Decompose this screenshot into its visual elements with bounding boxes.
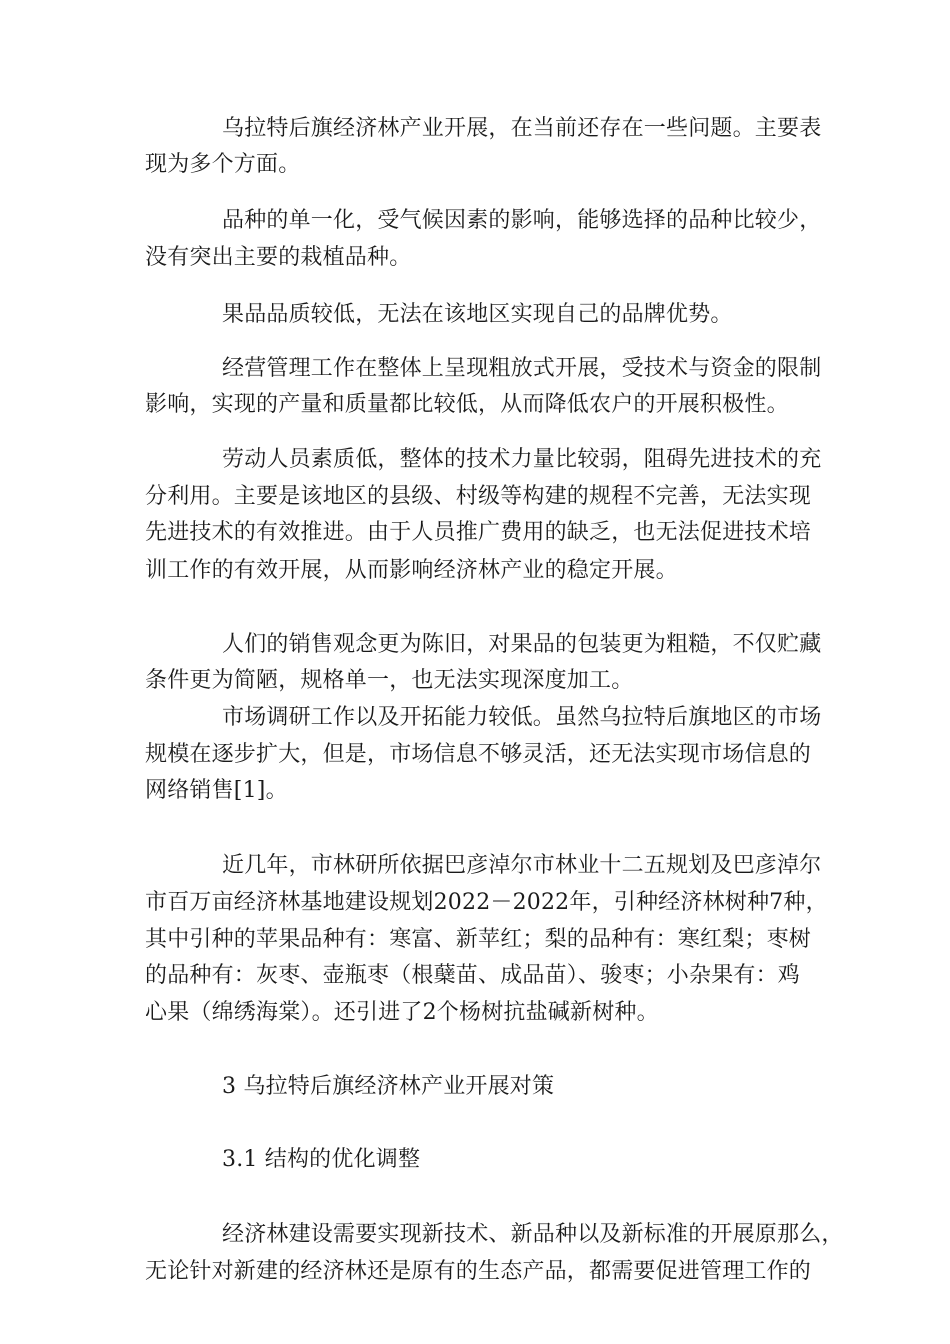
paragraph-line: 市百万亩经济林基地建设规划2022－2022年，引种经济林树种7种， [145, 890, 828, 915]
subsection-heading: 3.1 结构的优化调整 [222, 1147, 421, 1172]
paragraph-line: 心果（绵绣海棠）。还引进了2个杨树抗盐碱新树种。 [145, 1000, 659, 1025]
paragraph-line: 近几年，市林研所依据巴彦淖尔市林业十二五规划及巴彦淖尔 [222, 853, 822, 878]
paragraph-line: 品种的单一化，受气候因素的影响，能够选择的品种比较少， [222, 208, 822, 233]
paragraph-line: 其中引种的苹果品种有：寒富、新苹红；梨的品种有：寒红梨；枣树 [145, 927, 812, 952]
paragraph-line: 网络销售[1]。 [145, 778, 288, 803]
paragraph-line: 乌拉特后旗经济林产业开展，在当前还存在一些问题。主要表 [222, 116, 822, 141]
paragraph-line: 市场调研工作以及开拓能力较低。虽然乌拉特后旗地区的市场 [222, 705, 822, 730]
paragraph-line: 分利用。主要是该地区的县级、村级等构建的规程不完善，无法实现 [145, 484, 812, 509]
paragraph-line: 条件更为简陋，规格单一，也无法实现深度加工。 [145, 668, 634, 693]
section-heading: 3 乌拉特后旗经济林产业开展对策 [222, 1074, 555, 1099]
paragraph-line: 果品品质较低，无法在该地区实现自己的品牌优势。 [222, 302, 733, 327]
paragraph-line: 无论针对新建的经济林还是原有的生态产品，都需要促进管理工作的 [145, 1259, 812, 1284]
paragraph-line: 的品种有：灰枣、壶瓶枣（根蘖苗、成品苗）、骏枣；小杂果有：鸡 [145, 963, 801, 988]
paragraph-line: 现为多个方面。 [145, 152, 301, 177]
paragraph-line: 人们的销售观念更为陈旧，对果品的包装更为粗糙，不仅贮藏 [222, 632, 822, 657]
paragraph-line: 训工作的有效开展，从而影响经济林产业的稳定开展。 [145, 558, 678, 583]
paragraph-line: 经营管理工作在整体上呈现粗放式开展，受技术与资金的限制 [222, 356, 822, 381]
paragraph-line: 经济林建设需要实现新技术、新品种以及新标准的开展原那么， [222, 1222, 844, 1247]
paragraph-line: 劳动人员素质低，整体的技术力量比较弱，阻碍先进技术的充 [222, 447, 822, 472]
paragraph-line: 规模在逐步扩大，但是，市场信息不够灵活，还无法实现市场信息的 [145, 742, 812, 767]
paragraph-line: 没有突出主要的栽植品种。 [145, 245, 412, 270]
paragraph-line: 先进技术的有效推进。由于人员推广费用的缺乏，也无法促进技术培 [145, 520, 812, 545]
paragraph-line: 影响，实现的产量和质量都比较低，从而降低农户的开展积极性。 [145, 392, 789, 417]
